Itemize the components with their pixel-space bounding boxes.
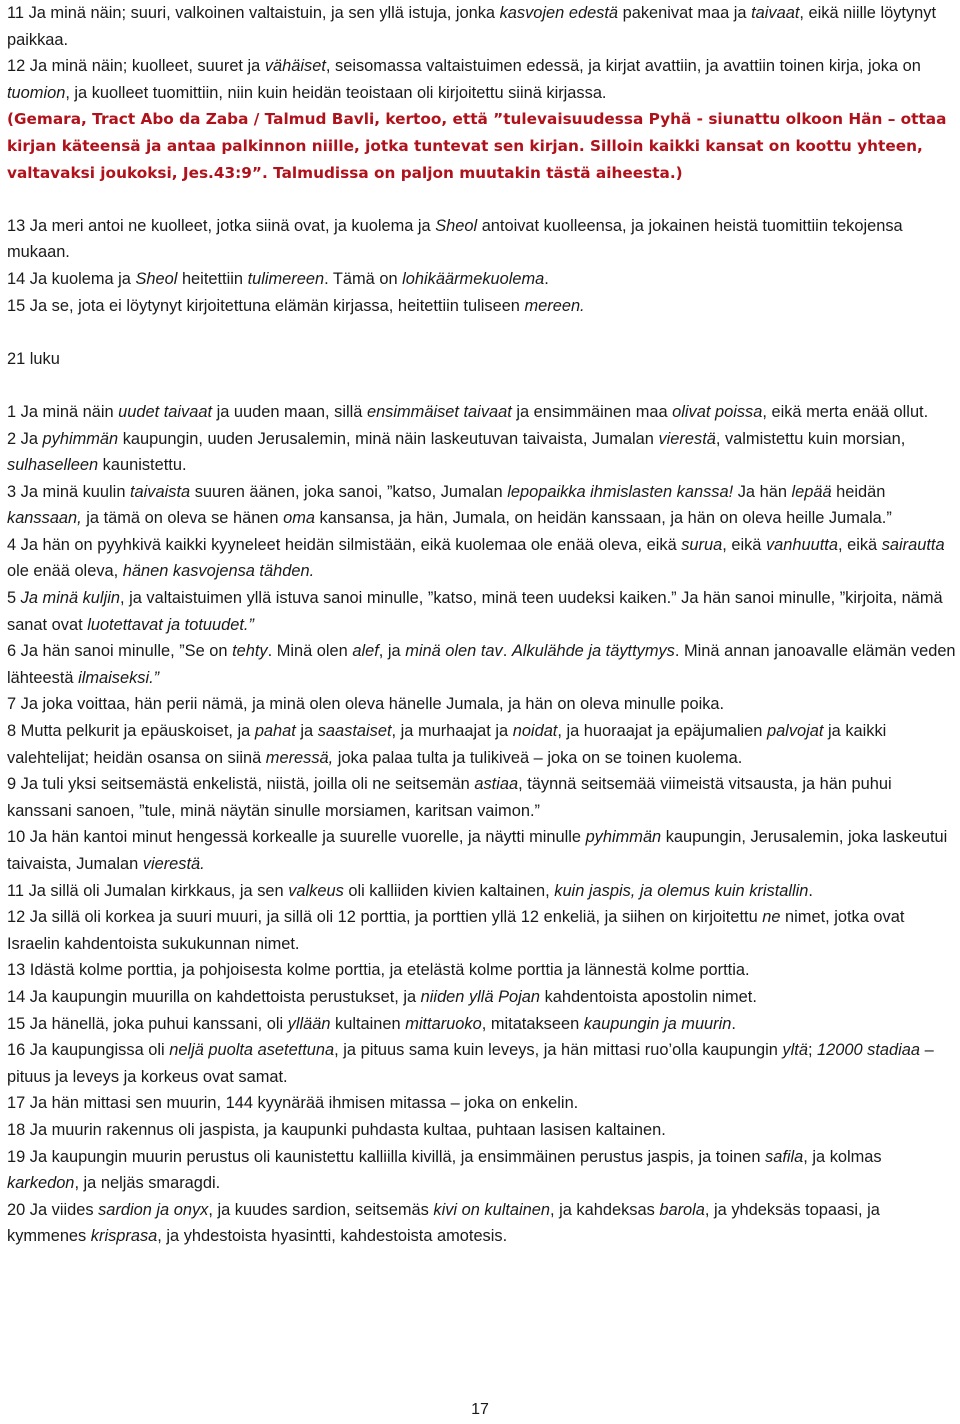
verse-text: , ja kolmas — [803, 1147, 882, 1166]
verse-text: , eikä — [722, 535, 766, 554]
verse-text: ja tämä on oleva se hänen — [81, 509, 284, 528]
verse — [7, 213, 957, 266]
verse-italic-text: taivaista — [130, 482, 191, 501]
verse-text: kaupungin, Jerusalemin, joka laskeutui taivaista, Jumalan — [7, 828, 948, 873]
spacer — [7, 319, 957, 346]
verse — [7, 426, 957, 479]
spacer — [7, 186, 957, 213]
verse-text: . Minä olen — [267, 642, 353, 661]
verse-text: ole enää oleva, — [7, 562, 123, 581]
verse-italic-text: krisprasa — [90, 1227, 158, 1246]
verse — [7, 1144, 957, 1197]
verse-italic-text: tuomion — [7, 83, 66, 102]
verse-italic-text: saastaiset — [317, 722, 392, 741]
verse-text: ja — [295, 722, 318, 741]
verse-italic-text: surua — [681, 535, 723, 554]
verse-text: 13 Ja meri antoi ne kuolleet, jotka siinä ovat, ja kuolema ja — [7, 216, 436, 235]
verse-italic-text: barola — [659, 1200, 705, 1219]
verse-text: 12 Ja sillä oli korkea ja suuri muuri, ja sillä oli 12 porttia, ja porttien yllä 12 enkeliä, ja siihen on kirjoitettu — [7, 908, 763, 927]
verse-text: kansansa, ja hän, Jumala, on heidän kanssaan, ja hän on oleva heille Jumala.” — [315, 509, 892, 528]
verse-italic-text: karkedon — [7, 1174, 75, 1193]
verse-italic-text: uudet taivaat — [118, 402, 213, 421]
verse-text: suuren äänen, joka sanoi, ”katso, Jumalan — [190, 482, 508, 501]
verse-italic-text: tulimereen — [247, 269, 325, 288]
verse-text: oli kalliiden kivien kaltainen, — [343, 881, 555, 900]
verses-chapter-21 — [7, 399, 957, 1250]
verse-italic-text: vierestä. — [142, 855, 205, 873]
verse-italic-text: noidat — [512, 722, 558, 741]
verse-text: , seisomassa valtaistuimen edessä, ja kirjat avattiin, ja avattiin toinen kirja, joka on — [325, 57, 921, 76]
spacer — [7, 372, 957, 399]
verse — [7, 479, 957, 532]
verse-italic-text: pahat — [254, 722, 296, 741]
verse-italic-text: niiden yllä Pojan — [420, 987, 541, 1006]
verse-italic-text: Ja minä kuljin — [20, 589, 120, 608]
verse-text: 15 Ja hänellä, joka puhui kanssani, oli — [7, 1014, 288, 1033]
verse-italic-text: vähäiset — [264, 57, 326, 76]
verse-italic-text: kasvojen edestä — [499, 4, 619, 22]
verse-italic-text: yltä — [782, 1041, 808, 1060]
verse-text: 6 Ja hän sanoi minulle, ”Se on — [7, 642, 233, 661]
verse-text: 15 Ja se, jota ei löytynyt kirjoitettuna elämän kirjassa, heitettiin tuliseen — [7, 296, 525, 315]
verse-text: , täynnä seitsemää viimeistä vitsausta, ja hän puhui kanssani sanoen, ”tule, minä näytän sinulle morsiamen, karitsan vaimon.” — [7, 775, 892, 820]
verse — [7, 293, 957, 320]
verse-text: . — [544, 269, 549, 288]
verse-text: , ja valtaistuimen yllä istuva sanoi minulle, ”katso, minä teen uudeksi kaiken.” Ja hän sanoi minulle, ”kirjoita, nämä sanat ovat — [7, 589, 943, 634]
verse — [7, 771, 957, 824]
verse-italic-text: 12000 stadiaa — [817, 1041, 921, 1060]
verse — [7, 0, 957, 53]
verse-text: 11 Ja sillä oli Jumalan kirkkaus, ja sen — [7, 881, 289, 900]
verse-text: heitettiin — [177, 269, 248, 288]
verse-text: 9 Ja tuli yksi seitsemästä enkelistä, niistä, joilla oli ne seitsemän — [7, 775, 475, 794]
verse-italic-text: palvojat — [766, 722, 824, 741]
verse — [7, 1011, 957, 1038]
verse-text: ja ensimmäinen maa — [511, 402, 673, 421]
document-page — [7, 0, 957, 1250]
verse — [7, 691, 957, 718]
verse — [7, 638, 957, 691]
verse-italic-text: vierestä — [658, 429, 716, 448]
verse-italic-text: lepää — [791, 482, 832, 501]
verse-text: . Tämä on — [324, 269, 403, 288]
verse-text: antoivat kuolleensa, ja jokainen heistä tuomittiin tekojensa mukaan. — [7, 216, 903, 262]
verse-italic-text: ensimmäiset taivaat — [366, 402, 512, 421]
verse-text: . — [502, 642, 512, 661]
verse-italic-text: alef — [352, 642, 379, 661]
verse-italic-text: yllään — [287, 1014, 331, 1033]
verse — [7, 824, 957, 877]
verse-italic-text: kivi on kultainen — [433, 1200, 551, 1219]
verse-text: 8 Mutta pelkurit ja epäuskoiset, ja — [7, 722, 255, 741]
verse-text: joka palaa tulta ja tulikiveä – joka on se toinen kuolema. — [333, 748, 743, 767]
verse-text: 16 Ja kaupungissa oli — [7, 1041, 170, 1060]
verse-italic-text: mereen. — [524, 296, 585, 315]
talmud-commentary — [7, 106, 957, 186]
verse-text: 10 Ja hän kantoi minut hengessä korkealle ja suurelle vuorelle, ja näytti minulle — [7, 828, 586, 847]
verse-text: pakenivat maa ja — [618, 4, 752, 22]
verse-text: , ja yhdeksäs topaasi, ja kymmenes — [7, 1200, 880, 1246]
verse-italic-text: lohikäärmekuolema — [402, 269, 545, 288]
verses-chapter-20-end — [7, 213, 957, 319]
verse-italic-text: ilmaiseksi.” — [78, 668, 160, 687]
verse-text: , ja kuolleet tuomittiin, niin kuin heidän teoistaan oli kirjoitettu siinä kirjassa. — [65, 83, 607, 102]
verse-text: 3 Ja minä kuulin — [7, 482, 130, 501]
verse-italic-text: hänen kasvojensa tähden. — [122, 562, 315, 581]
verse-text: , ja — [378, 642, 406, 661]
verse-text: , ja murhaajat ja — [391, 722, 513, 741]
verse-text: 5 — [7, 589, 21, 608]
verse-text: 20 Ja viides — [7, 1200, 99, 1219]
commentary-text: (Gemara, Tract Abo da Zaba / Talmud Bavli, kertoo, että ”tulevaisuudessa Pyhä - siunattu olkoon Hän – ottaa kirjan käteensä ja antaa palkinnon niille, jotka tuntevat sen kirjan. Silloin kaikki kansat on koottu yhteen, valtavaksi joukoksi, Jes.43:9”. Talmudissa on paljon muutakin tästä aiheesta.) — [7, 110, 947, 182]
verse — [7, 53, 957, 106]
verse-text: 18 Ja muurin rakennus oli jaspista, ja kaupunki puhdasta kultaa, puhtaan lasisen kaltainen. — [7, 1120, 666, 1139]
verse — [7, 878, 957, 905]
verse-italic-text: pyhimmän — [42, 429, 119, 448]
verse — [7, 984, 957, 1011]
verse-text: 7 Ja joka voittaa, hän perii nämä, ja minä olen oleva hänelle Jumala, ja hän on oleva minulle poika. — [7, 695, 725, 714]
verse-text: , ja yhdestoista hyasintti, kahdestoista amotesis. — [157, 1227, 508, 1246]
verse-text: kaunistettu. — [98, 456, 187, 475]
verse-text: kultainen — [330, 1014, 406, 1033]
verse — [7, 1090, 957, 1117]
verse-text: , ja kahdeksas — [550, 1200, 660, 1219]
verse-text: , ja pituus sama kuin leveys, ja hän mittasi ruo’olla kaupungin — [334, 1041, 783, 1060]
verse-text: 13 Idästä kolme porttia, ja pohjoisesta kolme porttia, ja etelästä kolme porttia ja lännestä kolme porttia. — [7, 961, 750, 980]
verse-text: – pituus ja leveys ja korkeus ovat samat. — [7, 1041, 934, 1086]
verse-italic-text: sardion ja onyx — [98, 1200, 209, 1219]
verse-text: , mitatakseen — [481, 1014, 584, 1033]
verse-text: 14 Ja kaupungin muurilla on kahdettoista perustukset, ja — [7, 987, 421, 1006]
verse-text: ja uuden maan, sillä — [212, 402, 367, 421]
verse-text: . — [731, 1014, 736, 1033]
verse-text: heidän — [831, 482, 886, 501]
verse-italic-text: lepopaikka ihmislasten kanssa! — [507, 482, 734, 501]
verse-italic-text: astiaa — [474, 775, 519, 794]
verse-italic-text: neljä puolta asetettuna — [169, 1041, 335, 1060]
verse-text: 1 Ja minä näin — [7, 402, 119, 421]
verse-text: 19 Ja kaupungin muurin perustus oli kaunistettu kalliilla kivillä, ja ensimmäinen perustus jaspis, ja toinen — [7, 1147, 766, 1166]
verse-text: nimet, jotka ovat Israelin kahdentoista sukukunnan nimet. — [7, 908, 905, 953]
verse — [7, 399, 957, 426]
verse — [7, 1117, 957, 1144]
verse-text: ja kaikki valehtelijat; heidän osansa on siinä — [7, 722, 887, 767]
verse-italic-text: meressä, — [265, 748, 334, 767]
verse — [7, 532, 957, 585]
verse-text: , ja huoraajat ja epäjumalien — [557, 722, 767, 741]
verse — [7, 904, 957, 957]
verse-italic-text: oma — [283, 509, 315, 528]
verse-text: . — [808, 881, 813, 900]
verse-italic-text: sulhaselleen — [7, 456, 99, 475]
verse-italic-text: valkeus — [288, 881, 344, 900]
verse-italic-text: pyhimmän — [585, 828, 662, 847]
verse-text: ; — [807, 1041, 818, 1060]
verse-italic-text: kaupungin ja muurin — [583, 1014, 732, 1033]
verse — [7, 1037, 957, 1090]
verse-italic-text: tehty — [232, 642, 268, 661]
verse-italic-text: kanssaan, — [7, 509, 82, 528]
verse-italic-text: minä olen tav — [405, 642, 503, 661]
verse-text: 11 Ja minä näin; suuri, valkoinen valtaistuin, ja sen yllä istuja, jonka — [7, 4, 500, 22]
verse-italic-text: vanhuutta — [765, 535, 838, 554]
verse-text: 4 Ja hän on pyyhkivä kaikki kyyneleet heidän silmistään, eikä kuolemaa ole enää oleva, eikä — [7, 535, 682, 554]
verse-text: 12 Ja minä näin; kuolleet, suuret ja — [7, 57, 265, 76]
verse-text: , ja neljäs smaragdi. — [74, 1174, 221, 1193]
verse-italic-text: Alkulähde ja täyttymys — [511, 642, 675, 661]
verse-italic-text: safila — [765, 1147, 804, 1166]
verse — [7, 585, 957, 638]
verse-text: , eikä merta enää ollut. — [762, 402, 929, 421]
page-number: 17 — [471, 1401, 489, 1418]
verse — [7, 1197, 957, 1250]
verse — [7, 957, 957, 984]
verse-text: Ja hän — [733, 482, 792, 501]
verse-text: . Minä annan janoavalle elämän veden lähteestä — [7, 642, 956, 687]
verse-text: kahdentoista apostolin nimet. — [540, 987, 757, 1006]
verses-chapter-20-top — [7, 0, 957, 106]
verse-italic-text: Sheol — [435, 216, 478, 235]
verse-text: 2 Ja — [7, 429, 43, 448]
verse-italic-text: ne — [762, 908, 781, 927]
verse-italic-text: olivat poissa — [672, 402, 763, 421]
chapter-heading: 21 luku — [7, 349, 60, 368]
verse — [7, 266, 957, 293]
verse-italic-text: sairautta — [881, 535, 945, 554]
verse — [7, 718, 957, 771]
verse-italic-text: mittaruoko — [405, 1014, 482, 1033]
verse-italic-text: kuin jaspis, ja olemus kuin kristallin — [554, 881, 809, 900]
verse-text: , valmistettu kuin morsian, — [715, 429, 906, 448]
verse-text: 14 Ja kuolema ja — [7, 269, 136, 288]
verse-text: kaupungin, uuden Jerusalemin, minä näin laskeutuvan taivaista, Jumalan — [118, 429, 659, 448]
verse-italic-text: luotettavat ja totuudet.” — [87, 615, 254, 634]
verse-text: , eikä — [837, 535, 882, 554]
verse-italic-text: taivaat — [751, 4, 800, 22]
verse-text: , ja kuudes sardion, seitsemäs — [208, 1200, 434, 1219]
verse-italic-text: Sheol — [135, 269, 178, 288]
verse-text: , eikä niille löytynyt paikkaa. — [7, 4, 937, 49]
verse-text: 17 Ja hän mittasi sen muurin, 144 kyynärää ihmisen mitassa – joka on enkelin. — [7, 1094, 579, 1113]
